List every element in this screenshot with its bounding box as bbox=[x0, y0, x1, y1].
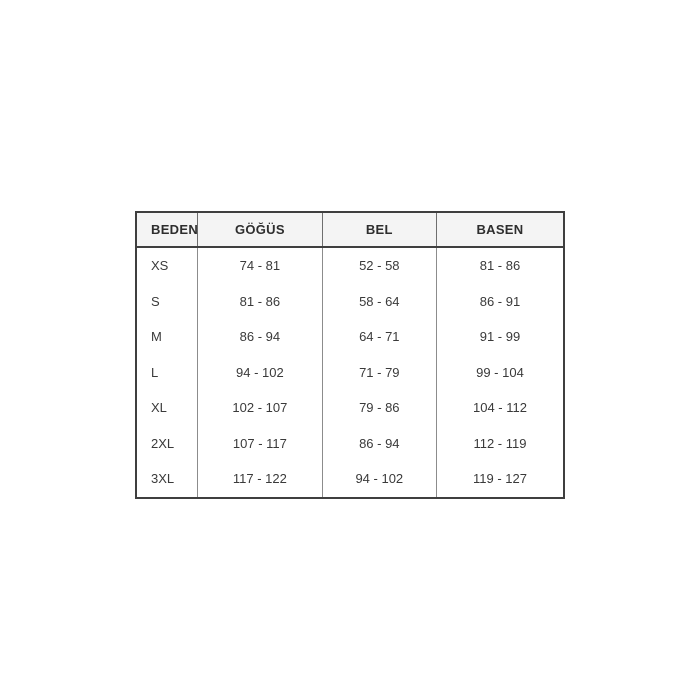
table-row bbox=[136, 461, 564, 498]
table-row bbox=[136, 319, 564, 355]
chest-range: 94 - 102 bbox=[198, 355, 323, 391]
waist-range: 94 - 102 bbox=[322, 461, 436, 498]
chest-range: 86 - 94 bbox=[198, 319, 323, 355]
size-label: XL bbox=[136, 390, 198, 426]
size-chart-table bbox=[135, 211, 565, 499]
hip-range: 91 - 99 bbox=[436, 319, 564, 355]
size-label: L bbox=[136, 355, 198, 391]
chest-range: 117 - 122 bbox=[198, 461, 323, 498]
size-chart bbox=[135, 211, 565, 499]
waist-range: 86 - 94 bbox=[322, 426, 436, 462]
size-label: XS bbox=[136, 247, 198, 284]
waist-range: 58 - 64 bbox=[322, 284, 436, 320]
chest-range: 81 - 86 bbox=[198, 284, 323, 320]
waist-range: 64 - 71 bbox=[322, 319, 436, 355]
size-label: S bbox=[136, 284, 198, 320]
table-row bbox=[136, 247, 564, 284]
table-row bbox=[136, 426, 564, 462]
table-row bbox=[136, 355, 564, 391]
size-label: 2XL bbox=[136, 426, 198, 462]
chest-range: 102 - 107 bbox=[198, 390, 323, 426]
header-cell-basen: BASEN bbox=[436, 212, 564, 247]
chest-range: 107 - 117 bbox=[198, 426, 323, 462]
size-label: 3XL bbox=[136, 461, 198, 498]
size-label: M bbox=[136, 319, 198, 355]
table-row bbox=[136, 390, 564, 426]
header-row bbox=[136, 212, 564, 247]
hip-range: 99 - 104 bbox=[436, 355, 564, 391]
waist-range: 79 - 86 bbox=[322, 390, 436, 426]
waist-range: 52 - 58 bbox=[322, 247, 436, 284]
hip-range: 104 - 112 bbox=[436, 390, 564, 426]
header-cell-bel: BEL bbox=[322, 212, 436, 247]
chest-range: 74 - 81 bbox=[198, 247, 323, 284]
hip-range: 119 - 127 bbox=[436, 461, 564, 498]
header-cell-beden: BEDEN bbox=[136, 212, 198, 247]
header-cell-gogus: GÖĞÜS bbox=[198, 212, 323, 247]
hip-range: 86 - 91 bbox=[436, 284, 564, 320]
hip-range: 112 - 119 bbox=[436, 426, 564, 462]
waist-range: 71 - 79 bbox=[322, 355, 436, 391]
table-row bbox=[136, 284, 564, 320]
hip-range: 81 - 86 bbox=[436, 247, 564, 284]
